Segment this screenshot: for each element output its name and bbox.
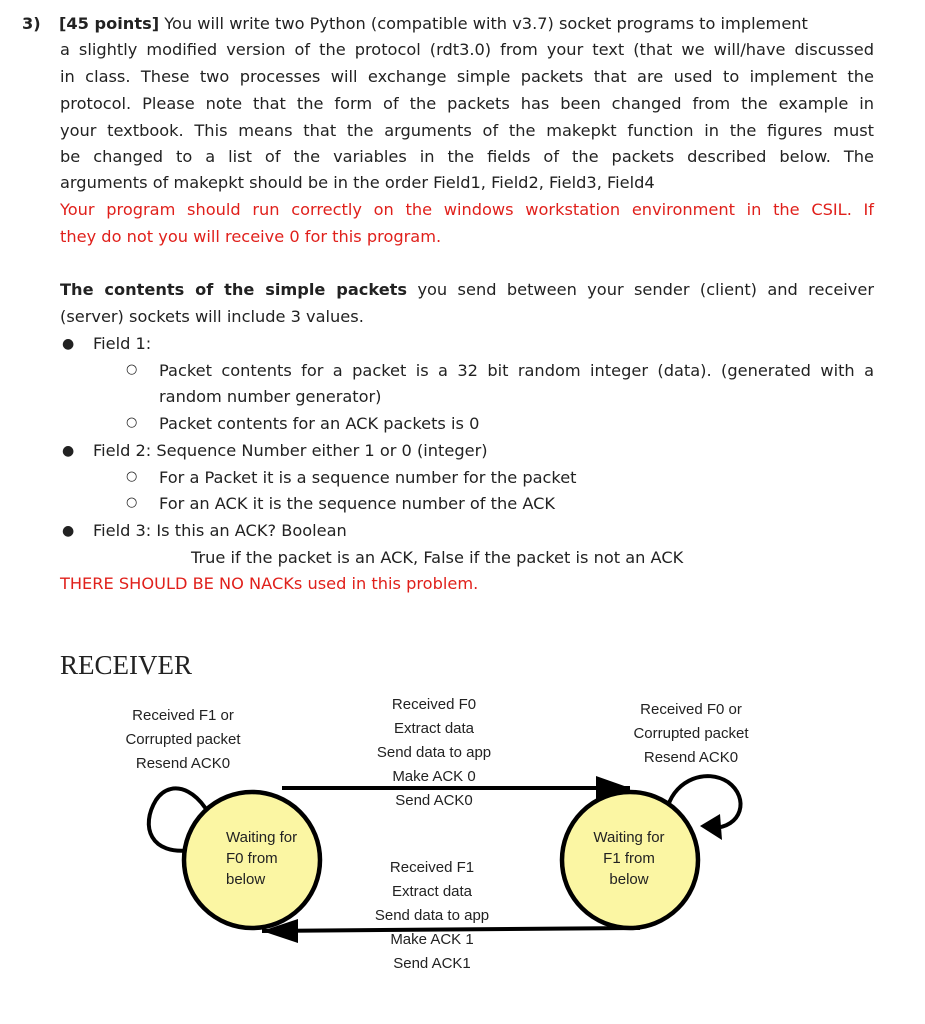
field2-item: For a Packet it is a sequence number for the packet [159,468,577,487]
top-transition-label [370,693,498,813]
hollow-bullet-icon: ○ [126,362,138,377]
bottom-transition-label [368,856,496,976]
left-loop-line: Received F1 or [132,707,234,724]
bottom-transition-line: Make ACK 1 [390,931,474,948]
field3-title: Field 3: Is this an ACK? Boolean [93,521,347,540]
state-left-line: F0 from [226,850,278,867]
intro-line: protocol. Please note that the form of the packets has been changed from the example in [60,94,874,113]
top-transition-line: Send ACK0 [395,792,473,809]
question-number: 3) [22,14,41,33]
left-loop-label [118,704,248,776]
right-loop-label [626,698,756,770]
warning-line: Your program should run correctly on the windows workstation environment in the CSIL. If [60,200,874,219]
field1-item-cont: random number generator) [159,387,382,406]
field2-title: Field 2: Sequence Number either 1 or 0 (integer) [93,441,488,460]
bottom-transition-line: Extract data [391,883,473,900]
top-transition-line: Extract data [393,720,475,737]
top-transition-line: Received F0 [391,696,477,713]
hollow-bullet-icon: ○ [126,495,138,510]
field1-item: Packet contents for an ACK packets is 0 [159,414,480,433]
state-left-label [226,827,297,890]
right-loop-line: Resend ACK0 [643,749,739,766]
left-loop-line: Corrupted packet [125,731,241,748]
fsm-title: RECEIVER [60,650,192,680]
question-points: [45 points] [58,14,160,33]
state-right-label [592,827,666,890]
field1-title: Field 1: [93,334,152,353]
packets-heading-bold: The contents of the simple packets [60,280,408,299]
field1-item: Packet contents for a packet is a 32 bit random integer (data). (generated with a [159,361,874,380]
bullet-icon: ● [62,523,75,539]
top-transition-line: Make ACK 0 [392,768,476,785]
no-nacks-note: THERE SHOULD BE NO NACKs used in this problem. [60,574,479,593]
intro-line: be changed to a list of the variables in the fields of the packets described below. The [60,147,874,166]
state-right-line: F1 from [603,850,655,867]
bottom-transition-line: Send ACK1 [393,955,471,972]
bullet-icon: ● [62,443,75,459]
state-left-line: below [226,871,266,888]
state-right-line: Waiting for [593,829,665,846]
left-loop-line: Resend ACK0 [135,755,231,772]
packets-heading-line2: (server) sockets will include 3 values. [60,307,364,326]
bullet-icon: ● [62,336,75,352]
state-right-line: below [609,871,649,888]
hollow-bullet-icon: ○ [126,469,138,484]
state-left-line: Waiting for [226,829,298,846]
intro-line: You will write two Python (compatible with v3.7) socket programs to implement [164,14,808,33]
hollow-bullet-icon: ○ [126,415,138,430]
right-loop-line: Corrupted packet [633,725,749,742]
intro-line: a slightly modified version of the protocol (rdt3.0) from your text (that we will/have discussed [60,40,874,59]
intro-line: your textbook. This means that the arguments of the makepkt function in the figures must [60,121,874,140]
packets-heading-rest: you send between your sender (client) and receiver [417,280,874,299]
bottom-transition-line: Send data to app [374,907,490,924]
bottom-transition-line: Received F1 [389,859,475,876]
intro-line: arguments of makepkt should be in the order Field1, Field2, Field3, Field4 [60,173,655,192]
intro-line: in class. These two processes will exchange simple packets that are used to implement the [60,67,874,86]
top-transition-line: Send data to app [376,744,492,761]
right-loop-line: Received F0 or [640,701,742,718]
field3-detail: True if the packet is an ACK, False if the packet is not an ACK [191,548,684,567]
right-loop-arrowhead [700,814,722,840]
warning-line: they do not you will receive 0 for this program. [60,227,442,246]
field2-item: For an ACK it is the sequence number of the ACK [159,494,556,513]
